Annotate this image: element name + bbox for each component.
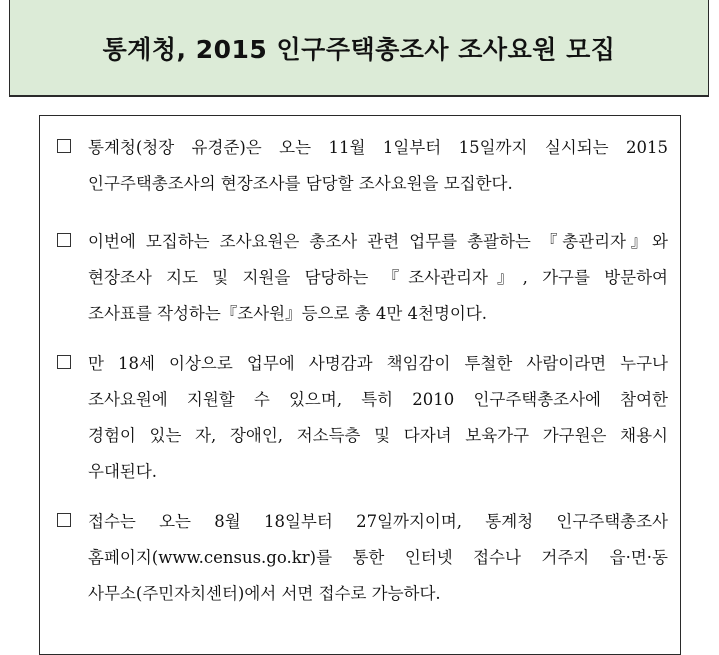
title-banner	[9, 0, 709, 97]
paragraph-line: 홈페이지(www.census.go.kr)를 통한 인터넷 접수나 거주지 읍·면·동	[88, 548, 668, 567]
paragraph-line: 경험이 있는 자, 장애인, 저소득층 및 다자녀 보육가구 가구원은 채용시	[88, 426, 668, 445]
paragraph-line: 조사요원에 지원할 수 있으며, 특히 2010 인구주택총조사에 참여한	[88, 390, 668, 409]
document-title: 통계청, 2015 인구주택총조사 조사요원 모집	[102, 34, 616, 64]
paragraph-line: 현장조사 지도 및 지원을 담당하는 『조사관리자』, 가구를 방문하여	[88, 268, 668, 287]
checkbox-bullet-icon	[57, 233, 71, 247]
paragraph-line: 사무소(주민자치센터)에서 서면 접수로 가능하다.	[88, 584, 441, 603]
paragraph-line: 우대된다.	[88, 462, 158, 481]
checkbox-bullet-icon	[57, 139, 71, 153]
paragraph-line: 인구주택총조사의 현장조사를 담당할 조사요원을 모집한다.	[88, 174, 513, 193]
paragraph-line: 조사표를 작성하는『조사원』등으로 총 4만 4천명이다.	[88, 304, 487, 323]
paragraph-line: 접수는 오는 8월 18일부터 27일까지이며, 통계청 인구주택총조사	[88, 512, 668, 531]
checkbox-bullet-icon	[57, 513, 71, 527]
paragraph-line: 만 18세 이상으로 업무에 사명감과 책임감이 투철한 사람이라면 누구나	[88, 354, 668, 373]
paragraph-line: 이번에 모집하는 조사요원은 총조사 관련 업무를 총괄하는 『총관리자』와	[88, 232, 668, 251]
checkbox-bullet-icon	[57, 355, 71, 369]
content-box	[39, 115, 681, 655]
paragraph-line: 통계청(청장 유경준)은 오는 11월 1일부터 15일까지 실시되는 2015	[88, 138, 668, 157]
